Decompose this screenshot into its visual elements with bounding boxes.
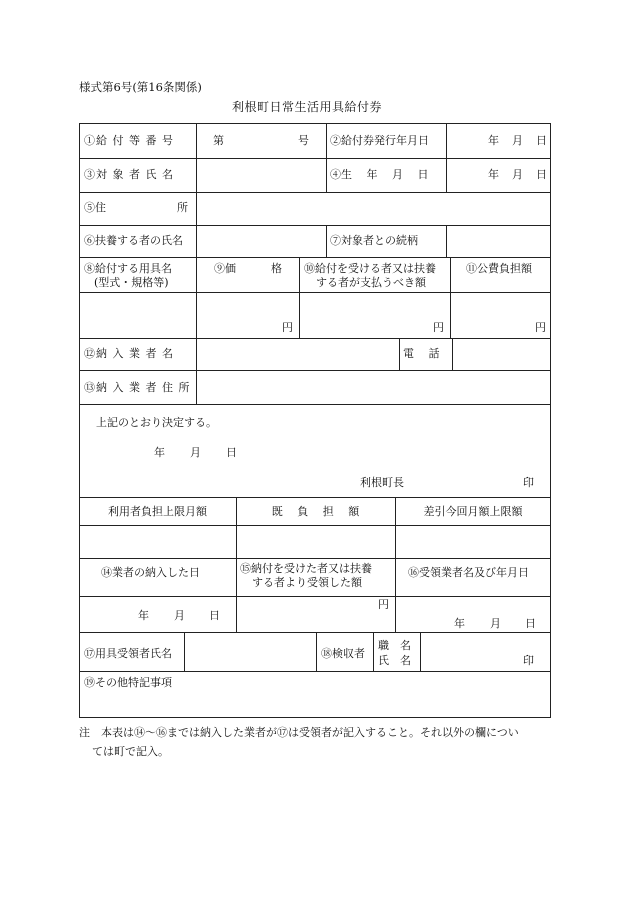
voucher-number-label: ①給 付 等 番 号 [84,134,174,147]
receiver-label: ⑯受領業者名及び年月日 [408,566,529,579]
received-amount-label: ⑮納付を受けた者又は扶養 [240,562,372,575]
grid-line [79,632,551,633]
form-number: 様式第6号(第16条関係) [79,80,202,94]
mayor-seal: 印 [523,476,534,489]
receiver-year: 年 [454,617,465,630]
item-name-label: ⑧給付する用具名 [84,262,172,275]
grid-line [326,225,327,257]
grid-line [184,632,185,671]
birth-year: 年 [488,168,499,181]
address-label-suffix: 所 [177,201,188,214]
issue-day: 日 [536,134,547,147]
grid-line [452,338,453,370]
grid-line [450,257,451,338]
price-label-suffix: 格 [271,262,282,275]
received-yen: 円 [378,598,389,611]
address-label: ⑤住 [84,201,106,214]
price-yen: 円 [282,321,293,334]
birth-month: 月 [512,168,523,181]
grid-line [446,123,447,192]
grid-line [79,338,551,339]
voucher-dai: 第 [213,134,224,147]
issue-date-label: ②給付券発行年月日 [330,134,429,147]
receiver-month: 月 [490,617,501,630]
note-line-2: ては町で記入。 [92,745,169,758]
limit-col2-label: 既 負 担 額 [271,505,360,518]
note-line-1: 注 本表は⑭〜⑯までは納入した業者が⑰は受領者が記入すること。それ以外の欄につい [79,726,519,739]
receiver-name-label: ⑰用具受領者氏名 [84,647,172,660]
inspector-label: ⑱検収者 [321,647,365,660]
limit-col1-label: 利用者負担上限月額 [108,505,207,518]
grid-line [79,257,551,258]
item-spec-label: (型式・規格等) [94,276,169,289]
vendor-name-label: ⑫納 入 業 者 名 [84,347,174,360]
inspector-seal: 印 [523,654,534,667]
inspector-name-label: 氏 名 [378,654,411,667]
grid-line [316,632,317,671]
grid-line [395,558,396,632]
receiver-day: 日 [525,617,536,630]
birth-label: ④生 年 月 日 [330,168,429,181]
grid-line [79,558,551,559]
vendor-address-label: ⑬納 入 業 者 住 所 [84,381,191,394]
delivered-date-label: ⑭業者の納入した日 [101,566,200,579]
grid-line [79,370,551,371]
supporter-name-label: ⑥扶養する者の氏名 [84,234,183,247]
inspector-title-label: 職 名 [378,639,411,652]
issue-year: 年 [488,134,499,147]
birth-day: 日 [536,168,547,181]
grid-line [446,225,447,257]
subject-name-label: ③対 象 者 氏 名 [84,168,174,181]
grid-line [79,497,551,498]
grid-line [79,596,551,597]
delivered-day: 日 [209,609,220,622]
grid-line [399,338,400,370]
public-label: ⑪公費負担額 [466,262,532,275]
grid-line [326,123,327,192]
grid-line [373,632,374,671]
decision-day: 日 [226,446,237,459]
delivered-year: 年 [138,609,149,622]
grid-line [79,292,551,293]
decision-year: 年 [154,446,165,459]
relationship-label: ⑦対象者との続柄 [330,234,418,247]
grid-line [196,123,197,257]
limit-col3-label: 差引今回月額上限額 [423,505,523,518]
grid-line [299,257,300,338]
grid-line [236,558,237,632]
grid-line [79,192,551,193]
decision-text: 上記のとおり決定する。 [96,416,217,429]
grid-line [196,257,197,338]
public-yen: 円 [535,321,546,334]
copay-label-2: する者が支払うべき額 [316,276,426,289]
price-label: ⑨価 [214,262,236,275]
other-remarks-label: ⑲その他特記事項 [84,676,172,689]
phone-label: 電 話 [403,347,440,360]
delivered-month: 月 [174,609,185,622]
copay-yen: 円 [433,321,444,334]
mayor-label: 利根町長 [360,476,404,489]
received-amount-label-2: する者より受領した額 [252,576,362,589]
grid-line [79,158,551,159]
form-title: 利根町日常生活用具給付券 [232,100,383,114]
voucher-go: 号 [298,134,309,147]
grid-line [79,671,551,672]
grid-line [79,525,551,526]
copay-label: ⑩給付を受ける者又は扶養 [304,262,436,275]
grid-line [196,338,197,404]
issue-month: 月 [512,134,523,147]
grid-line [420,632,421,671]
grid-line [79,225,551,226]
grid-line [79,404,551,405]
decision-month: 月 [190,446,201,459]
